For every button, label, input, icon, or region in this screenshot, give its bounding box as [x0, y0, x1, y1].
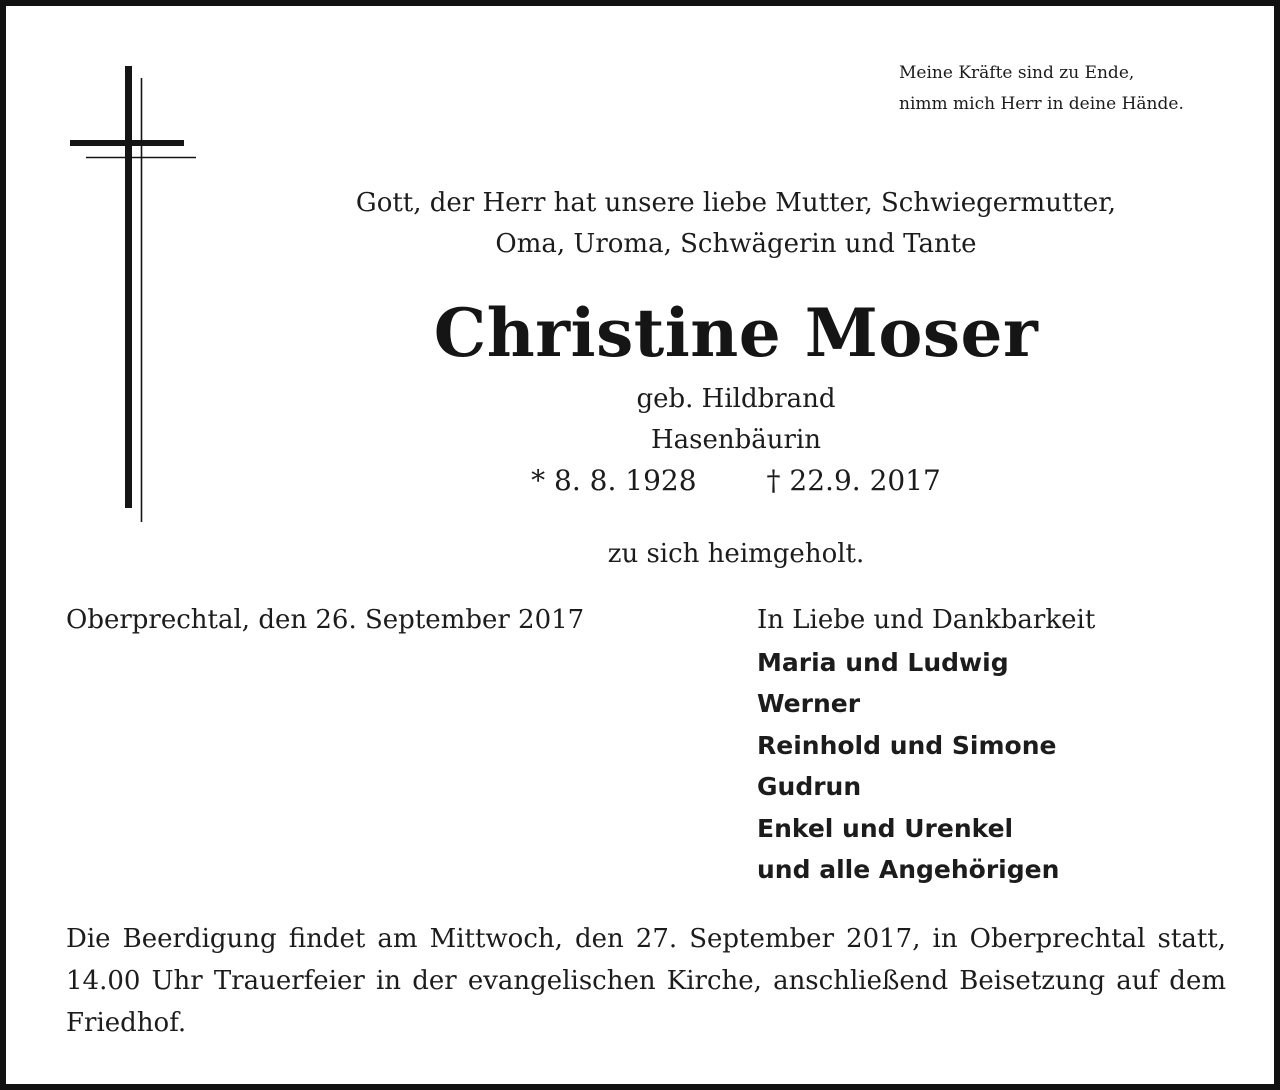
intro-text [306, 183, 1166, 265]
deceased-details [386, 379, 1086, 461]
place-and-date: Oberprechtal, den 26. September 2017 [66, 605, 585, 635]
mourner-name: Maria und Ludwig [757, 647, 1009, 677]
maiden-name: geb. Hildbrand [636, 384, 836, 414]
life-dates [386, 461, 1086, 501]
deceased-name: Christine Moser [433, 294, 1039, 372]
intro-line-2: Oma, Uroma, Schwägerin und Tante [495, 229, 977, 259]
mourners-list [757, 600, 1095, 891]
mourners-intro: In Liebe und Dankbarkeit [757, 605, 1096, 635]
house-name: Hasenbäurin [650, 425, 822, 455]
intro-line-1: Gott, der Herr hat unsere liebe Mutter, Schwiegermutter, [355, 188, 1117, 218]
motto-line-1: Meine Kräfte sind zu Ende, [899, 63, 1135, 83]
motto-verse [899, 58, 1184, 120]
birth-date: * 8. 8. 1928 [531, 464, 697, 497]
mourner-name: Reinhold und Simone [757, 730, 1057, 760]
called-home-text: zu sich heimgeholt. [607, 539, 865, 569]
mourner-name: Enkel und Urenkel [757, 813, 1014, 843]
cross-icon [66, 64, 201, 526]
mourner-name: und alle Angehörigen [757, 855, 1060, 884]
motto-line-2: nimm mich Herr in deine Hände. [899, 94, 1184, 114]
funeral-note: Die Beerdigung findet am Mittwoch, den 27. September 2017, in Oberprechtal statt, 14.00 Uhr Trauerfeier in der evangelischen Kirche, anschließend Beisetzung auf dem Friedhof. [66, 924, 1226, 1038]
mourner-name: Gudrun [757, 772, 862, 801]
death-date: † 22.9. 2017 [766, 464, 941, 497]
mourner-name: Werner [757, 689, 861, 718]
